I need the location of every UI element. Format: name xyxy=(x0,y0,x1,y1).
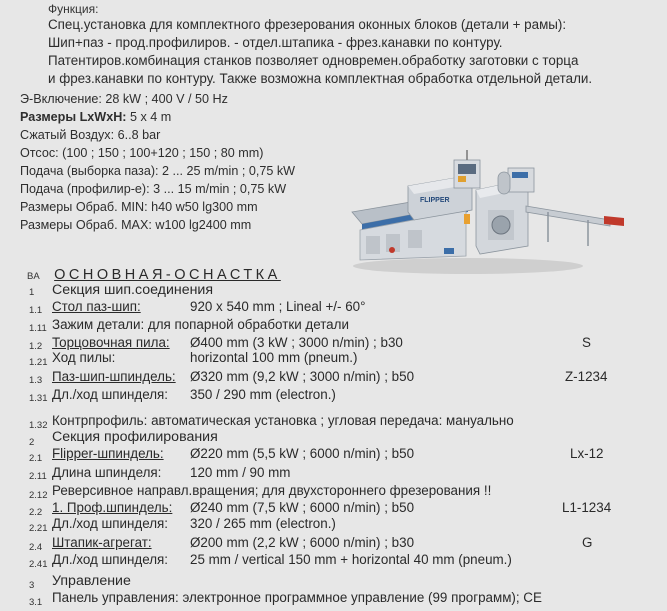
function-line: Патентиров.комбинация станков позволяет одновремен.обработку заготовки с торца xyxy=(48,53,579,68)
section-heading: Управление xyxy=(52,573,131,589)
row-label: Flipper-шпиндель: xyxy=(52,446,164,461)
row-label: Ход пилы: xyxy=(52,350,116,365)
osnastka-prefix: BA xyxy=(27,271,40,282)
row-number: 1.11 xyxy=(29,323,47,334)
row-value: 920 x 540 mm ; Lineal +/- 60° xyxy=(190,299,366,314)
osnastka-title: ОСНОВНАЯ-ОСНАСТКА xyxy=(54,267,281,283)
row-number: 1.21 xyxy=(29,357,48,368)
row-number: 1.31 xyxy=(29,393,48,404)
row-number: 2.41 xyxy=(29,559,48,570)
row-label: Паз-шип-шпиндель: xyxy=(52,369,176,384)
row-value: 120 mm / 90 mm xyxy=(190,465,291,480)
row-value: Ø220 mm (5,5 kW ; 6000 n/min) ; b50 xyxy=(190,446,415,461)
row-code: L1-1234 xyxy=(562,500,612,515)
section-heading: Секция профилирования xyxy=(52,429,218,445)
row-code: Lx-12 xyxy=(570,446,604,461)
row-label: Дл./ход шпинделя: xyxy=(52,387,169,402)
spec-value: 5 x 4 m xyxy=(129,110,172,124)
spec-label: Отсос: xyxy=(20,146,59,160)
row-number: 1.2 xyxy=(29,341,43,352)
row-number: 2.11 xyxy=(29,471,47,482)
function-line: и фрез.канавки по контуру. Также возможна комплектная обработка отдельной детали. xyxy=(48,71,593,86)
row-label: Дл./ход шпинделя: xyxy=(52,516,169,531)
row-value: Ø240 mm (7,5 kW ; 6000 n/min) ; b50 xyxy=(190,500,415,515)
machine-brand-label: FLIPPER xyxy=(420,197,450,204)
row-text: Реверсивное направл.вращения; для двухстороннего фрезерования !! xyxy=(52,483,492,498)
spec-value: 2 ... 25 m/min ; 0,75 kW xyxy=(162,164,296,178)
spec-row xyxy=(20,200,258,214)
row-code: S xyxy=(582,335,591,350)
row-text: Зажим детали: для попарной обработки детали xyxy=(52,317,349,332)
row-label: Длина шпинделя: xyxy=(52,465,162,480)
row-value: Ø200 mm (2,2 kW ; 6000 n/min) ; b30 xyxy=(190,535,415,550)
spec-row xyxy=(20,164,295,178)
row-number: 3 xyxy=(29,580,35,591)
row-number: 1.32 xyxy=(29,420,48,431)
row-number: 1 xyxy=(29,287,35,298)
row-number: 1.3 xyxy=(29,375,43,386)
spec-label: Размеры Обраб. MAX: xyxy=(20,218,152,232)
spec-label: Подача (выборка паза): xyxy=(20,164,159,178)
spec-row xyxy=(20,110,171,124)
spec-row xyxy=(20,146,263,160)
row-value: horizontal 100 mm (pneum.) xyxy=(190,350,358,365)
row-label: Штапик-агрегат: xyxy=(52,535,152,550)
row-number: 2.12 xyxy=(29,490,48,501)
row-label: Стол паз-шип: xyxy=(52,299,141,314)
function-line: Спец.установка для комплектного фрезерования оконных блоков (детали + рамы): xyxy=(48,17,567,32)
row-label: Дл./ход шпинделя: xyxy=(52,552,169,567)
spec-label: Подача (профилир-е): xyxy=(20,182,150,196)
row-number: 1.1 xyxy=(29,305,43,316)
row-number: 2.4 xyxy=(29,542,43,553)
spec-label: Размеры LxWxH: xyxy=(20,110,127,124)
spec-value: 3 ... 15 m/min ; 0,75 kW xyxy=(153,182,287,196)
spec-value: 6..8 bar xyxy=(117,128,161,142)
row-value: 350 / 290 mm (electron.) xyxy=(190,387,336,402)
row-label: Торцовочная пила: xyxy=(52,335,170,350)
spec-row xyxy=(20,218,251,232)
row-value: Ø320 mm (9,2 kW ; 3000 n/min) ; b50 xyxy=(190,369,415,384)
row-number: 2 xyxy=(29,437,35,448)
row-value: Ø400 mm (3 kW ; 3000 n/min) ; b30 xyxy=(190,335,403,350)
spec-value: h40 w50 lg300 mm xyxy=(151,200,258,214)
row-number: 2.1 xyxy=(29,453,43,464)
spec-value: w100 lg2400 mm xyxy=(155,218,252,232)
row-number: 3.1 xyxy=(29,597,43,608)
row-code: Z-1234 xyxy=(565,369,608,384)
spec-label: Сжатый Воздух: xyxy=(20,128,115,142)
spec-label: Размеры Обраб. MIN: xyxy=(20,200,148,214)
row-number: 2.21 xyxy=(29,523,48,534)
spec-value: (100 ; 150 ; 100+120 ; 150 ; 80 mm) xyxy=(62,146,264,160)
function-line: Шип+паз - прод.профилиров. - отдел.штапика - фрез.канавки по контуру. xyxy=(48,35,503,50)
section-heading: Секция шип.соединения xyxy=(52,282,214,298)
function-title: Функция: xyxy=(48,2,99,16)
spec-row xyxy=(20,128,160,142)
spec-label: Э-Включение: xyxy=(20,92,102,106)
spec-row xyxy=(20,182,286,196)
row-text: Панель управления: электронное программное управление (99 программ); CE xyxy=(52,590,542,605)
row-value: 25 mm / vertical 150 mm + horizontal 40 mm (pneum.) xyxy=(190,552,512,567)
row-value: 320 / 265 mm (electron.) xyxy=(190,516,336,531)
row-code: G xyxy=(582,535,593,550)
spec-value: 28 kW ; 400 V / 50 Hz xyxy=(105,92,228,106)
spec-row xyxy=(20,92,228,106)
row-label: 1. Проф.шпиндель: xyxy=(52,500,173,515)
machine-image xyxy=(348,150,630,278)
row-text: Контрпрофиль: автоматическая установка ; угловая передача: мануально xyxy=(52,413,514,428)
row-number: 2.2 xyxy=(29,507,43,518)
